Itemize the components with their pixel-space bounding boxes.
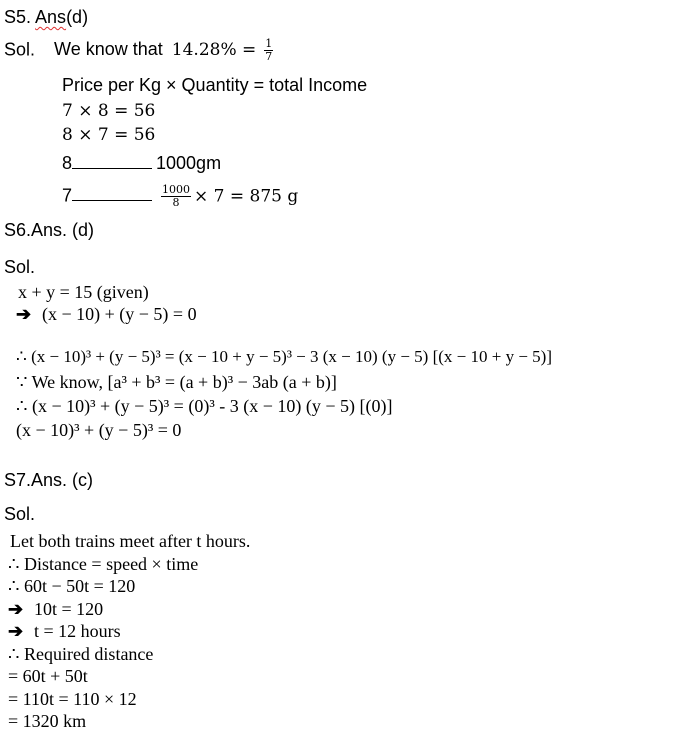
s7-heading: S7.Ans. (c) bbox=[4, 470, 94, 490]
s6-line2-row: ➔ (x − 10) + (y − 5) = 0 bbox=[16, 304, 197, 324]
s5-sol-line: Sol. We know that 14.28% = $\frac{1}{7}$ bbox=[4, 37, 273, 63]
s7-line6: ∴ Required distance bbox=[8, 644, 154, 664]
s7-line2: ∴ Distance = speed × time bbox=[8, 554, 199, 574]
s7-line5-row: ➔ t = 12 hours bbox=[8, 621, 121, 641]
s6-line3: ∴ (x − 10)³ + (y − 5)³ = (x − 10 + y − 5)³ − 3 (x − 10) (y − 5) [(x − 10 + y − 5)] bbox=[16, 347, 552, 366]
s6-heading: S6.Ans. (d) bbox=[4, 220, 95, 240]
s7-line9: = 1320 km bbox=[8, 711, 87, 731]
s7-sol-label: Sol. bbox=[4, 504, 36, 524]
s6-line1: x + y = 15 (given) bbox=[18, 282, 149, 302]
s5-heading: S5. Ans(d) bbox=[4, 7, 89, 27]
s6-sol-label: Sol. bbox=[4, 257, 36, 277]
s6-line5: ∴ (x − 10)³ + (y − 5)³ = (0)³ - 3 (x − 10) (y − 5) [(0)] bbox=[16, 396, 393, 416]
s7-line8: = 110t = 110 × 12 bbox=[8, 689, 137, 709]
s7-line1: Let both trains meet after t hours. bbox=[10, 531, 251, 551]
s5-price-line: Price per Kg × Quantity = total Income bbox=[62, 75, 368, 95]
arrow-icon: ➔ bbox=[8, 621, 24, 641]
s7-line7: = 60t + 50t bbox=[8, 666, 88, 686]
s5-row1: 8 1000gm bbox=[62, 153, 222, 173]
s6-line4: ∵ We know, [a³ + b³ = (a + b)³ − 3ab (a + b)] bbox=[16, 372, 337, 392]
s5-row2: 7 $\frac{1000}{8}$ × 7 = 875 g bbox=[62, 183, 299, 209]
s7-line4-row: ➔ 10t = 120 bbox=[8, 599, 104, 619]
s5-calc-a: 7 × 8 = 56 bbox=[62, 101, 156, 121]
s5-ans-word: Ans bbox=[35, 7, 67, 27]
s5-calc-b: 8 × 7 = 56 bbox=[62, 125, 156, 145]
s6-line6: (x − 10)³ + (y − 5)³ = 0 bbox=[16, 420, 182, 440]
s5-fraction: $\frac{1}{7}$ bbox=[265, 37, 273, 63]
arrow-icon: ➔ bbox=[16, 304, 32, 324]
arrow-icon: ➔ bbox=[8, 599, 24, 619]
s7-line3: ∴ 60t − 50t = 120 bbox=[8, 576, 136, 596]
s5-row2-fraction: $\frac{1000}{8}$ bbox=[162, 183, 191, 209]
